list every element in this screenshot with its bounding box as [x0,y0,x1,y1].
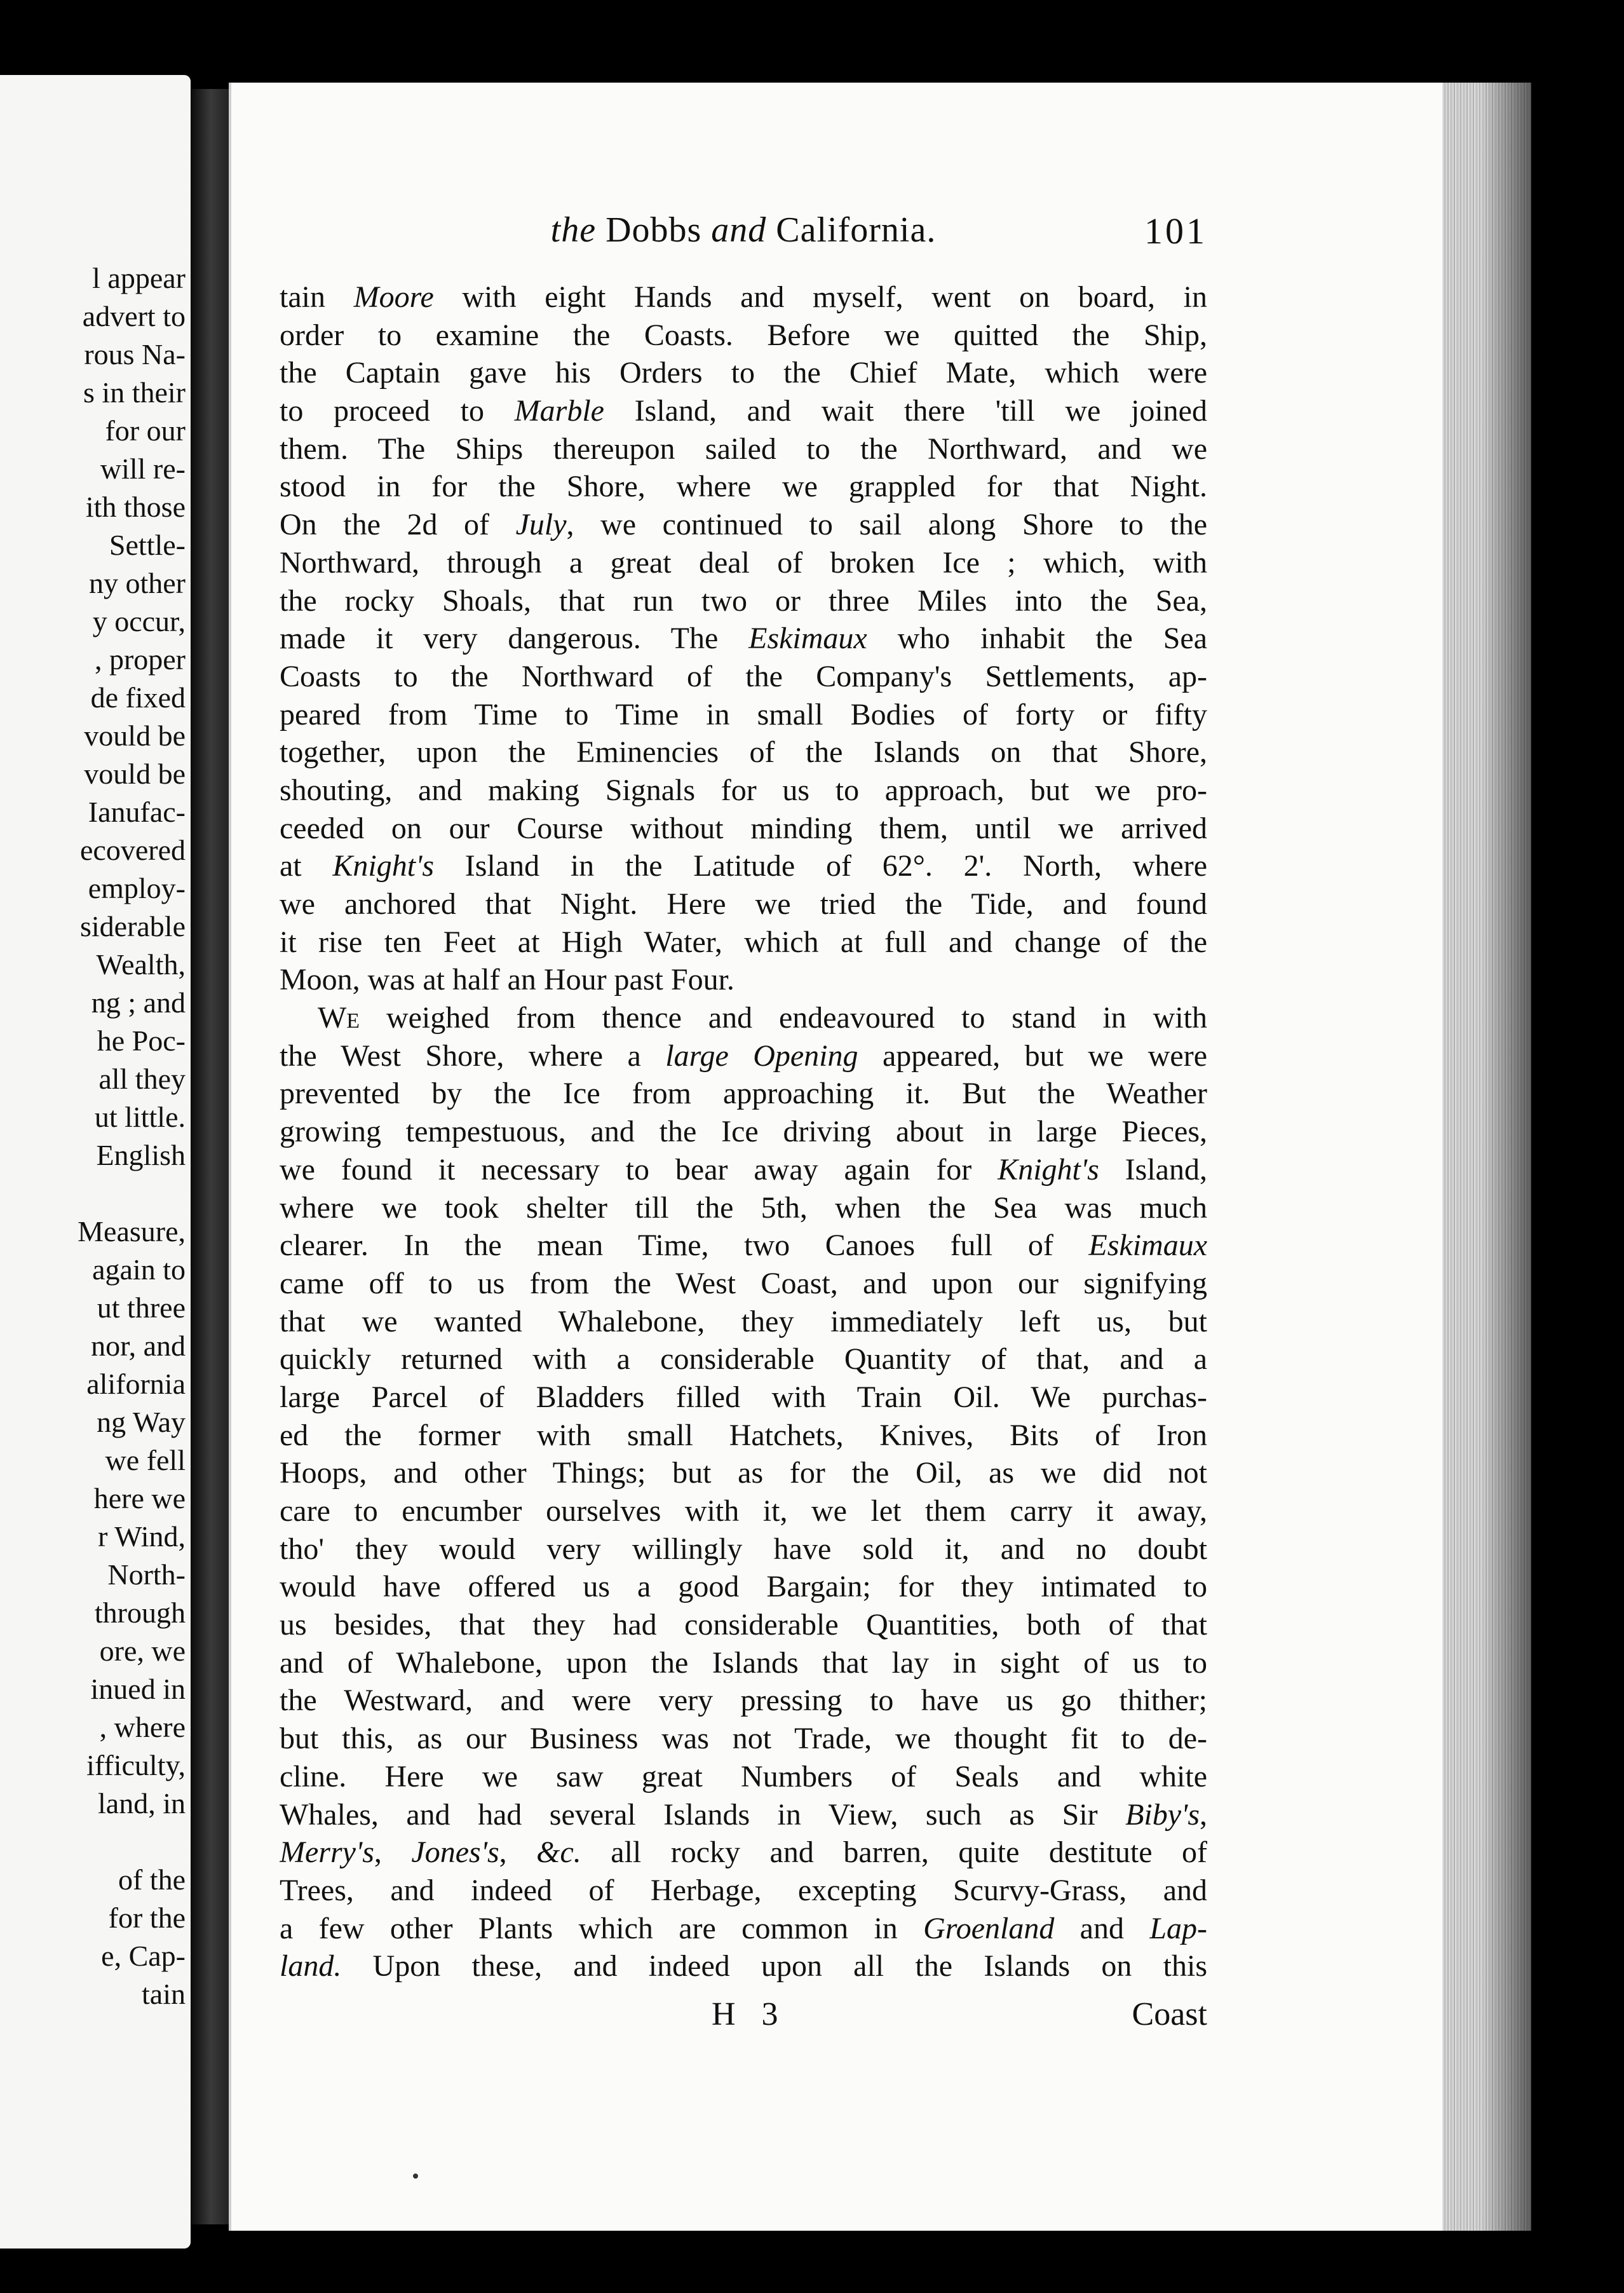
left-page-line: employ- [88,872,186,904]
text-line: a few other Plants which are common in Groenland and Lap- [280,1911,1207,1945]
left-page-line: advert to [82,300,186,332]
text-line: made it very dangerous. The Eskimaux who inhabit the Sea [280,622,1207,656]
left-page-line: land, in [98,1787,186,1820]
catchword: Coast [1132,1996,1207,2032]
left-page-line: ith those [85,491,186,523]
page-footer [280,1996,1207,2040]
left-page-line: Wealth, [96,948,186,981]
text-line: We weighed from thence and endeavoured to stand in with [318,1001,1207,1035]
text-line: Trees, and indeed of Herbage, excepting Scurvy-Grass, and [280,1873,1207,1907]
text-line: at Knight's Island in the Latitude of 62°. 2'. North, where [280,849,1207,883]
stray-ink-dot [413,2174,418,2179]
text-line: On the 2d of July, we continued to sail along Shore to the [280,508,1207,542]
left-page-line: Ianufac- [88,796,186,828]
left-page-line: tain [142,1978,186,2010]
left-page-line [0,1823,186,1861]
left-page-line: rous Na- [84,338,186,371]
left-page-line: he Poc- [97,1024,186,1057]
text-line: we found it necessary to bear away again for Knight's Island, [280,1152,1207,1187]
left-page-line: for our [105,414,186,447]
left-page-line: alifornia [86,1368,186,1400]
left-page-line: ny other [88,567,186,599]
left-page-line: ecovered [80,834,186,866]
text-line: peared from Time to Time in small Bodies of forty or fifty [280,697,1207,731]
body-text [280,278,1207,1985]
text-line: cline. Here we saw great Numbers of Seals and white [280,1759,1207,1793]
text-line: clearer. In the mean Time, two Canoes full of Eskimaux [280,1228,1207,1263]
left-page-line: for the [108,1902,186,1934]
title-california: California. [776,210,937,250]
text-line: Hoops, and other Things; but as for the Oil, as we did not [280,1456,1207,1490]
left-page-line: all they [98,1063,186,1095]
left-page-line: s in their [83,376,186,409]
text-line: we anchored that Night. Here we tried the Tide, and found [280,887,1207,921]
left-page-line: Settle- [109,529,186,561]
left-page-line: nor, and [91,1330,186,1362]
left-page-line: de fixed [90,681,186,714]
text-line: would have offered us a good Bargain; for they intimated to [280,1570,1207,1604]
left-page-line: r Wind, [98,1520,186,1553]
left-page-line: vould be [84,719,186,752]
signature-mark: H 3 [712,1996,787,2032]
text-line: the Captain gave his Orders to the Chief Mate, which were [280,356,1207,390]
left-page-line: here we [93,1482,186,1514]
text-line: stood in for the Shore, where we grappled for that Night. [280,470,1207,504]
left-page-line: l appear [92,262,186,294]
page-number: 101 [1144,210,1207,252]
left-page-line: , where [99,1711,186,1743]
text-line: to proceed to Marble Island, and wait there 'till we joined [280,394,1207,428]
text-line: but this, as our Business was not Trade, we thought fit to de- [280,1722,1207,1756]
title-and: and [711,210,767,250]
left-page-line [0,1174,186,1213]
page-header [280,210,1207,267]
left-page-line: we fell [105,1444,186,1476]
text-line: Whales, and had several Islands in View, such as Sir Biby's, [280,1797,1207,1832]
text-line: ceeded on our Course without minding them, until we arrived [280,811,1207,845]
left-page-line: , proper [94,643,186,676]
left-page-line: vould be [84,758,186,790]
text-line: growing tempestuous, and the Ice driving about in large Pieces, [280,1115,1207,1149]
page-edge-shadow [1480,83,1531,2231]
left-facing-page [0,75,191,2249]
text-line: and of Whalebone, upon the Islands that lay in sight of us to [280,1645,1207,1680]
text-line: them. The Ships thereupon sailed to the Northward, and we [280,432,1207,466]
left-page-line: ut little. [94,1101,186,1133]
text-line: tain Moore with eight Hands and myself, went on board, in [280,280,1207,314]
text-line: the West Shore, where a large Opening appeared, but we were [280,1038,1207,1073]
left-page-line: through [94,1596,186,1629]
left-page-line: ore, we [99,1635,186,1667]
text-line: the rocky Shoals, that run two or three Miles into the Sea, [280,583,1207,618]
text-line: tho' they would very willingly have sold it, and no doubt [280,1532,1207,1566]
left-page-line: English [96,1139,186,1171]
text-line: prevented by the Ice from approaching it. But the Weather [280,1077,1207,1111]
left-page-line: siderable [79,910,186,942]
left-page-line: ng Way [97,1406,186,1438]
text-line: it rise ten Feet at High Water, which at full and change of the [280,925,1207,959]
text-line: quickly returned with a considerable Quantity of that, and a [280,1342,1207,1377]
left-page-line: of the [118,1863,186,1896]
text-line: Coasts to the Northward of the Company's Settlements, ap- [280,659,1207,693]
text-line: the Westward, and were very pressing to have us go thither; [280,1684,1207,1718]
text-line: came off to us from the West Coast, and upon our signifying [280,1266,1207,1300]
left-page-line: ng ; and [91,986,186,1019]
left-page-line: ifficulty, [86,1749,186,1781]
text-line: care to encumber ourselves with it, we let them carry it away, [280,1494,1207,1528]
text-line: Merry's, Jones's, &c. all rocky and barren, quite destitute of [280,1835,1207,1870]
text-line: land. Upon these, and indeed upon all the Islands on this [280,1949,1207,1983]
left-page-line: inued in [90,1673,186,1705]
text-line: Moon, was at half an Hour past Four. [280,963,734,997]
text-line: together, upon the Eminencies of the Islands on that Shore, [280,735,1207,770]
left-page-line: again to [92,1253,186,1286]
title-dobbs: Dobbs [606,210,702,250]
left-page-line: y occur, [92,605,186,637]
text-line: large Parcel of Bladders filled with Train Oil. We purchas- [280,1380,1207,1414]
text-line: ed the former with small Hatchets, Knives, Bits of Iron [280,1418,1207,1452]
text-line: that we wanted Whalebone, they immediately left us, but [280,1304,1207,1338]
left-page-line: e, Cap- [101,1940,186,1972]
left-page-line: ut three [97,1291,186,1324]
text-line: Northward, through a great deal of broken Ice ; which, with [280,545,1207,580]
left-page-line: Measure, [78,1215,186,1248]
text-line: order to examine the Coasts. Before we quitted the Ship, [280,318,1207,352]
left-page-line: will re- [100,452,186,485]
text-line: shouting, and making Signals for us to approach, but we pro- [280,773,1207,807]
text-line: us besides, that they had considerable Quantities, both of that [280,1608,1207,1642]
left-page-text [0,259,186,2013]
running-title [280,210,1207,250]
title-pre: the [550,210,597,250]
text-line: where we took shelter till the 5th, when the Sea was much [280,1190,1207,1225]
left-page-line: North- [107,1558,186,1591]
